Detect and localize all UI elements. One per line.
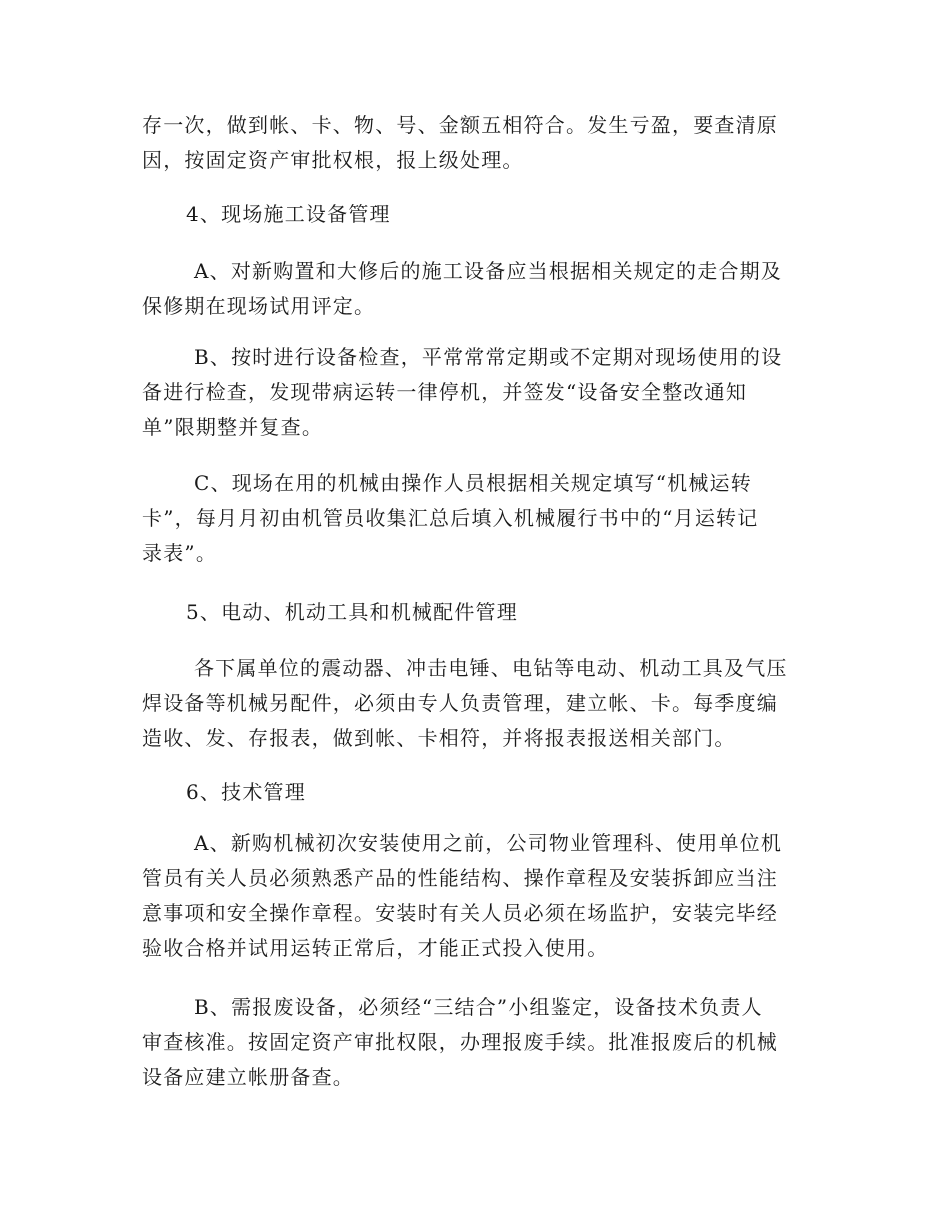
paragraph-6b	[142, 990, 807, 1095]
text-line: 各下属单位的震动器、冲击电锤、电钻等电动、机动工具及气压	[194, 656, 788, 680]
text-line: 存一次，做到帐、卡、物、号、金额五相符合。发生亏盈，要查清原	[142, 113, 778, 137]
text-line: 单”限期整并复查。	[142, 415, 324, 439]
text-line: 审查核准。按固定资产审批权限，办理报废手续。批准报废后的机械	[142, 1030, 778, 1054]
text-line: A、新购机械初次安装使用之前，公司物业管理科、使用单位机	[194, 831, 783, 855]
text-line: B、需报废设备，必须经“三结合”小组鉴定，设备技术负责人	[194, 995, 763, 1019]
section-heading-6	[186, 775, 306, 810]
text-line: 管员有关人员必须熟悉产品的性能结构、操作章程及安装拆卸应当注	[142, 866, 778, 890]
heading-text: 6、技术管理	[186, 780, 306, 804]
section-heading-5	[186, 595, 518, 630]
text-line: 备进行检查，发现带病运转一律停机，并签发“设备安全整改通知	[142, 380, 748, 404]
text-line: C、现场在用的机械由操作人员根据相关规定填写“机械运转	[194, 471, 752, 495]
text-line: 焊设备等机械另配件，必须由专人负责管理，建立帐、卡。每季度编	[142, 691, 778, 715]
paragraph-6a	[142, 826, 807, 966]
text-line: 因，按固定资产审批权根，报上级处理。	[142, 148, 524, 172]
text-line: 录表”。	[142, 541, 218, 565]
text-line: 造收、发、存报表，做到帐、卡相符，并将报表报送相关部门。	[142, 726, 736, 750]
paragraph-4b	[142, 340, 807, 445]
text-line: B、按时进行设备检查，平常常常定期或不定期对现场使用的设	[194, 345, 783, 369]
text-line: 卡”，每月月初由机管员收集汇总后填入机械履行书中的“月运转记	[142, 506, 759, 530]
paragraph-4a	[142, 254, 807, 324]
text-line: 设备应建立帐册备查。	[142, 1065, 354, 1089]
text-line: A、对新购置和大修后的施工设备应当根据相关规定的走合期及	[194, 259, 783, 283]
paragraph-5	[142, 651, 807, 756]
paragraph-4c	[142, 466, 807, 571]
text-line: 意事项和安全操作章程。安装时有关人员必须在场监护，安装完毕经	[142, 901, 778, 925]
paragraph-asset-check	[142, 108, 807, 178]
heading-text: 5、电动、机动工具和机械配件管理	[186, 600, 518, 624]
text-line: 保修期在现场试用评定。	[142, 294, 376, 318]
text-line: 验收合格并试用运转正常后，才能正式投入使用。	[142, 936, 609, 960]
heading-text: 4、现场施工设备管理	[186, 202, 391, 226]
section-heading-4	[186, 197, 391, 232]
